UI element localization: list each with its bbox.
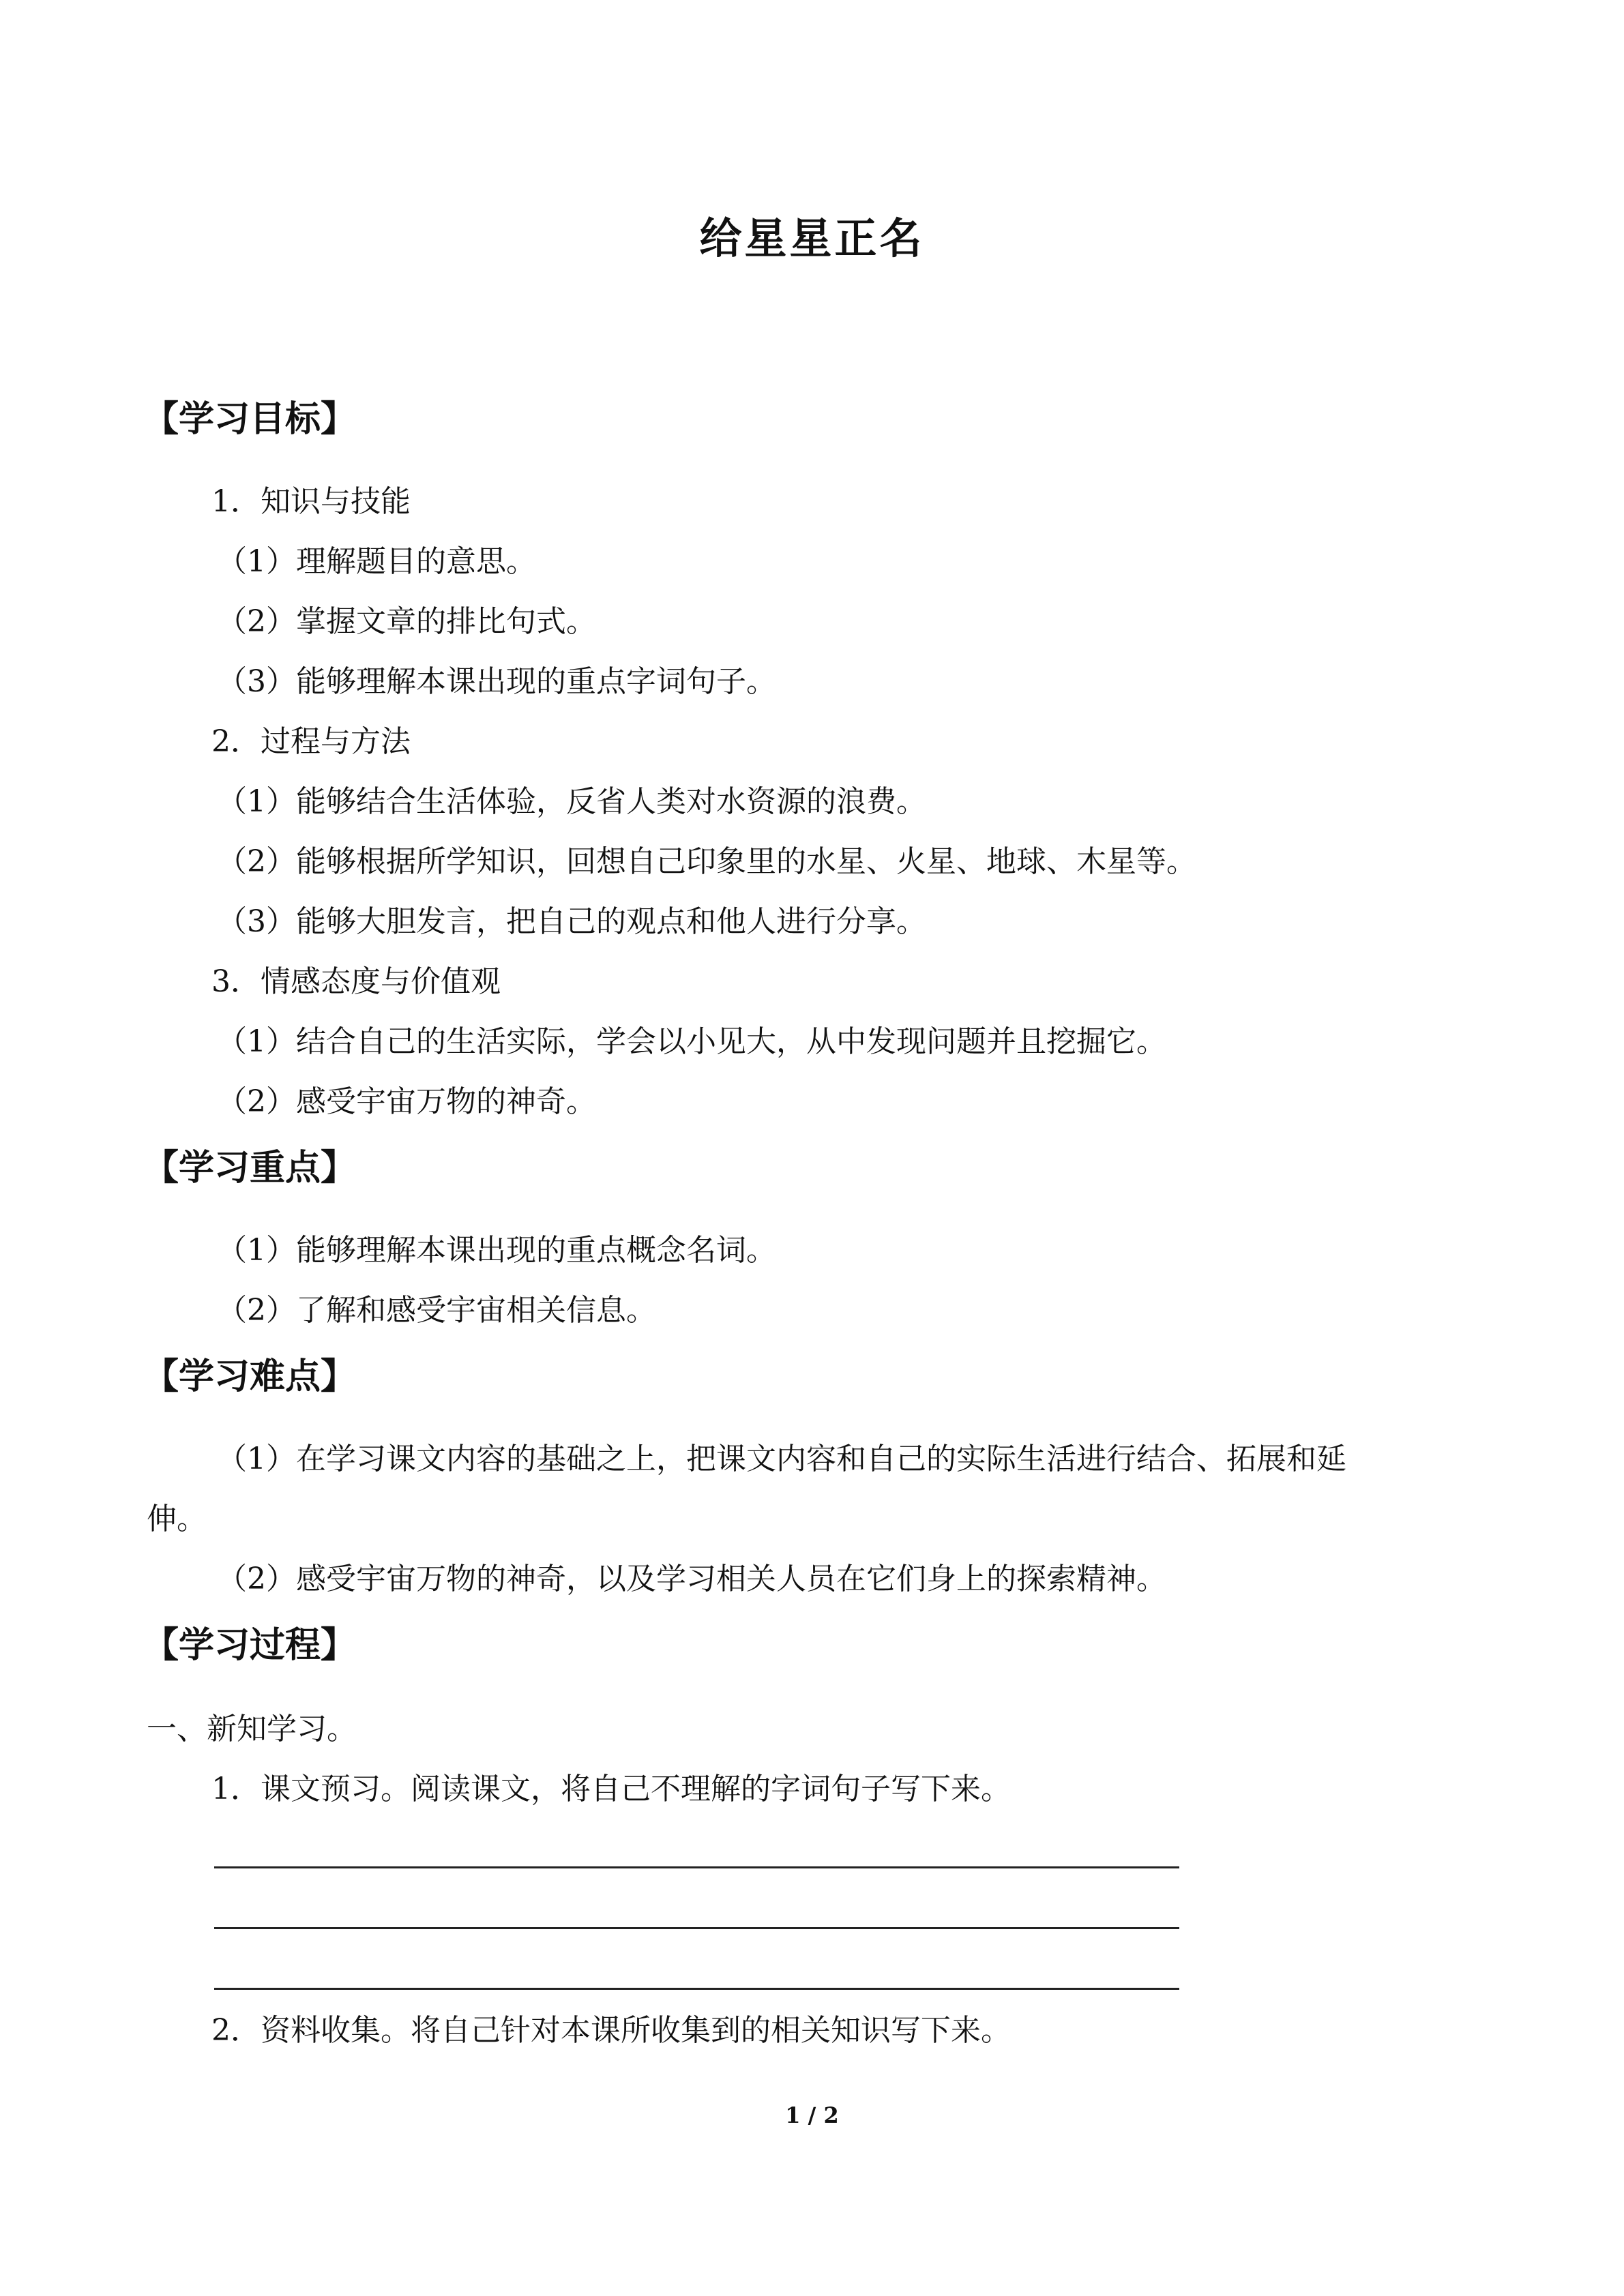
difficulty-item-continued: 伸。	[147, 1502, 207, 1536]
objective-item: 3．情感态度与价值观	[211, 964, 501, 999]
task-item: 2．资料收集。将自己针对本课所收集到的相关知识写下来。	[211, 2013, 1011, 2048]
difficulties-heading: 【学习难点】	[143, 1356, 357, 1397]
process-heading: 【学习过程】	[143, 1625, 357, 1666]
difficulty-item: （1）在学习课文内容的基础之上，把课文内容和自己的实际生活进行结合、拓展和延	[217, 1442, 1346, 1476]
objective-item: （1）结合自己的生活实际，学会以小见大，从中发现问题并且挖掘它。	[217, 1024, 1166, 1059]
key-points-heading: 【学习重点】	[143, 1148, 357, 1189]
objective-item: 2．过程与方法	[211, 724, 411, 759]
difficulty-item: （2）感受宇宙万物的神奇，以及学习相关人员在它们身上的探索精神。	[217, 1562, 1166, 1596]
objective-item: （2）感受宇宙万物的神奇。	[217, 1084, 596, 1119]
objective-item: （3）能够大胆发言，把自己的观点和他人进行分享。	[217, 904, 926, 939]
answer-line[interactable]	[214, 1927, 1179, 1929]
answer-line[interactable]	[214, 1866, 1179, 1868]
section-title: 一、新知学习。	[147, 1712, 357, 1746]
page-number: 1 / 2	[785, 2102, 839, 2128]
objective-item: 1．知识与技能	[211, 484, 411, 519]
objective-item: （3）能够理解本课出现的重点字词句子。	[217, 664, 776, 699]
key-point-item: （1）能够理解本课出现的重点概念名词。	[217, 1233, 776, 1268]
key-point-item: （2）了解和感受宇宙相关信息。	[217, 1293, 656, 1328]
objectives-heading: 【学习目标】	[143, 399, 357, 440]
answer-line[interactable]	[214, 1988, 1179, 1990]
objective-item: （2）掌握文章的排比句式。	[217, 604, 596, 639]
objective-item: （1）能够结合生活体验，反省人类对水资源的浪费。	[217, 784, 926, 819]
objective-item: （2）能够根据所学知识，回想自己印象里的水星、火星、地球、木星等。	[217, 844, 1196, 879]
objective-item: （1）理解题目的意思。	[217, 544, 536, 579]
page-title: 给星星正名	[699, 213, 925, 263]
task-item: 1．课文预习。阅读课文，将自己不理解的字词句子写下来。	[211, 1772, 1011, 1806]
